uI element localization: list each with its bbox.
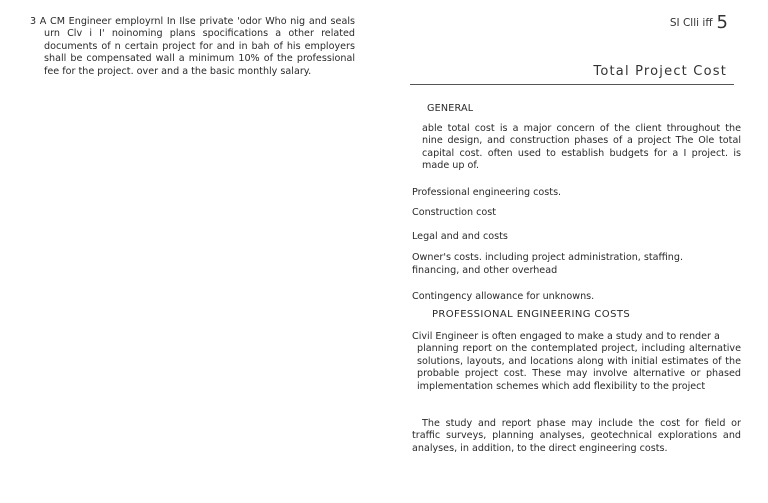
cost-item-owner: Owner's costs. including project administration, staffing. financing, and other overhead <box>412 252 684 276</box>
professional-paragraph-1 <box>412 331 741 393</box>
paragraph-continuation: planning report on the contemplated project, including alternative solutions, layouts, and locations along with initial estimates of the probable project cost. These may involve alternative or phased implementation schemes which add flexibility to the project <box>417 343 741 392</box>
professional-heading: PROFESSIONAL ENGINEERING COSTS <box>432 309 631 320</box>
general-heading: GENERAL <box>427 103 474 114</box>
page-number: 5 <box>716 12 728 33</box>
professional-paragraph-2: The study and report phase may include the cost for field or traffic surveys, planning analyses, geotechnical explorations and analyses, in addition, to the direct engineering costs. <box>412 418 741 454</box>
cost-item-professional: Professional engineering costs. <box>412 187 562 198</box>
page-header <box>670 12 728 33</box>
section-title: Total Project Cost <box>593 64 727 79</box>
paragraph-first-line: Civil Engineer is often engaged to make a study and to render a <box>412 331 720 342</box>
header-text: SI Clli iff <box>669 17 713 29</box>
left-column-paragraph: 3 A CM Engineer employrnl In Ilse private 'odor Who nig and seals urn Clv i I' noinoming plans spocifications a other related documents of n certain project for and in bah of his employers shall be compensated wall a minimum 10% of the professional fee for the project. over and a the basic monthly salary. <box>30 16 355 77</box>
cost-item-legal: Legal and and costs <box>412 231 508 242</box>
title-underline <box>410 84 734 85</box>
cost-item-construction: Construction cost <box>412 207 497 218</box>
general-intro-paragraph: able total cost is a major concern of the client throughout the nine design, and construction phases of a project The Ole total capital cost. often used to establish budgets for a I project. is made up of. <box>422 123 741 172</box>
cost-item-contingency: Contingency allowance for unknowns. <box>412 291 595 302</box>
